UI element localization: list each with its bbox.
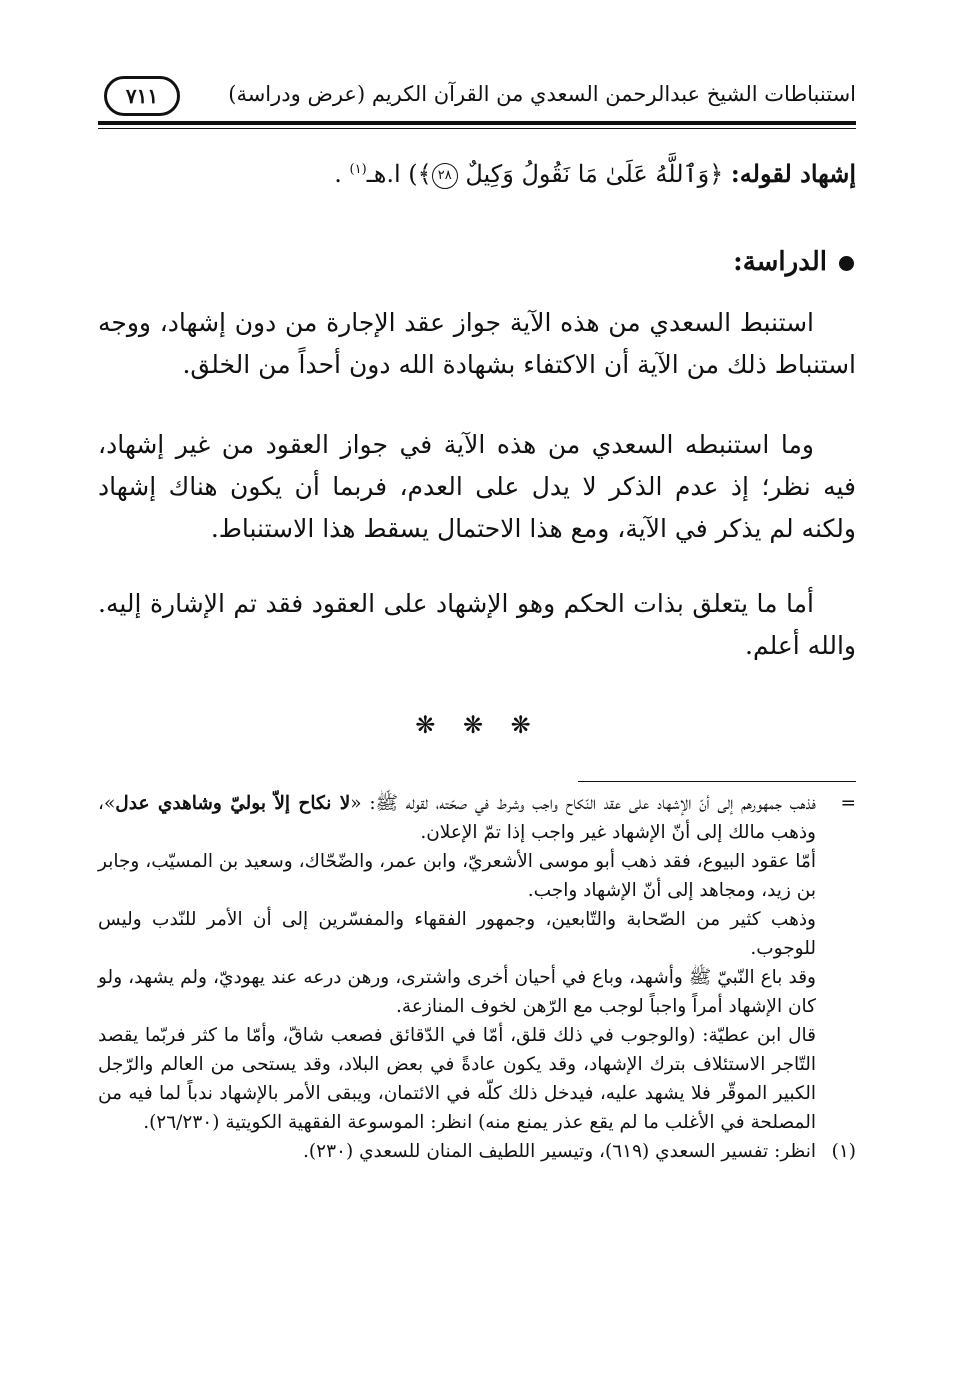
footnote-number: (١) [831, 1141, 856, 1162]
page-number: ٧١١ [104, 76, 180, 116]
header-rule [98, 121, 856, 125]
footnote-continuation-block-3: وذهب كثير من الصّحابة والتّابعين، وجمهور الفقهاء والمفسّرين إلى أن الأمر للنّدب وليس للوجوب. [98, 909, 816, 959]
footnotes [98, 789, 856, 1166]
footnote-1 [98, 1137, 856, 1166]
section-divider-ornament: ❋ ❋ ❋ [415, 711, 541, 739]
header-rule-thin [98, 128, 856, 129]
verse-text: وَٱللَّهُ عَلَىٰ مَا نَقُولُ وَكِيلٌ [465, 160, 710, 188]
paragraph-text: استنبط السعدي من هذه الآية جواز عقد الإجارة من دون إشهاد، ووجه استنباط ذلك من الآية أن الاكتفاء بشهادة الله دون أحداً من الخلق. [98, 308, 856, 379]
footnote-continuation-block-4: وقد باع النّبيّ ﷺ وأشهد، وباع في أحيان أخرى واشترى، ورهن درعه عند يهوديّ، ولم يشهد، ولو كان الإشهاد أمراً واجباً لوجب مع الرّهن لخوف المنازعة. [98, 967, 816, 1017]
study-paragraph-1 [98, 302, 856, 386]
continuation-marker: = [840, 793, 856, 814]
verse-number-marker: ٢٨ [432, 163, 458, 189]
footnote-separator [578, 781, 856, 782]
footnote-continuation-block-2: أمّا عقود البيوع، فقد ذهب أبو موسى الأشعريّ، وابن عمر، والضّحّاك، وسعيد بن المسيّب، وجابر بن زيد، ومجاهد إلى أنّ الإشهاد واجب. [98, 851, 816, 901]
citation-end: . [334, 160, 342, 188]
study-paragraph-2 [98, 424, 856, 550]
footnote-continuation-block-1 [98, 789, 856, 847]
study-paragraph-3 [98, 583, 856, 667]
footnote-continuation-block-5: قال ابن عطيّة: (والوجوب في ذلك قلق، أمّا في الدّقائق فصعب شاقّ، وأمّا ما كثر فربّما يقصد التّاجر الاستئلاف بترك الإشهاد، وقد يكون عادةً في بعض البلاد، وقد يستحى من العالم والرّجل الكبير الموقّر فلا يشهد عليه، فيدخل ذلك كلّه في الائتمان، ويبقى الأمر بالإشهاد ندباً لما فيه من المصلحة في الأغلب ما لم يقع عذر يمنع منه) انظر: الموسوعة الفقهية الكويتية (٢٦/٢٣٠). [98, 1025, 816, 1133]
page-header [98, 70, 856, 120]
citation-label: إشهاد لقوله: [730, 159, 856, 188]
section-heading-text: الدراسة: [733, 247, 827, 277]
verse-open-bracket: ﴿ [709, 160, 724, 188]
section-heading [733, 242, 854, 282]
paragraph-text: وما استنبطه السعدي من هذه الآية في جواز العقود من غير إشهاد، فيه نظر؛ إذ عدم الذكر لا يدل على العدم، فربما أن يكون هناك إشهاد ولكنه لم يذكر في الآية، ومع هذا الاحتمال يسقط هذا الاستنباط. [98, 430, 856, 543]
hadith-quote: لا نكاح إلاّ بوليّ وشاهدي عدل [115, 793, 351, 814]
verse-citation-line [98, 148, 856, 196]
footnote-text: انظر: تفسير السعدي (٦١٩)، وتيسير اللطيف المنان للسعدي (٢٣٠). [303, 1141, 816, 1162]
paragraph-text: أما ما يتعلق بذات الحكم وهو الإشهاد على العقود فقد تم الإشارة إليه. والله أعلم. [98, 589, 856, 660]
footnote-text: »، وذهب مالك إلى أنّ الإشهاد غير واجب إذا تمّ الإعلان. [98, 793, 816, 843]
verse-close-bracket: ﴾ [417, 160, 432, 188]
citation-tail: ) ا.هـ [366, 160, 418, 188]
footnote-reference: (١) [349, 162, 367, 177]
bullet-icon [839, 256, 854, 271]
footnote-text: فذهب جمهورهم إلى أنّ الإشهاد على عقد النّكاح واجب وشرط في صحّته، لقوله ﷺ: « [350, 793, 816, 814]
running-title: استنباطات الشيخ عبدالرحمن السعدي من القرآن الكريم (عرض ودراسة) [228, 82, 856, 106]
